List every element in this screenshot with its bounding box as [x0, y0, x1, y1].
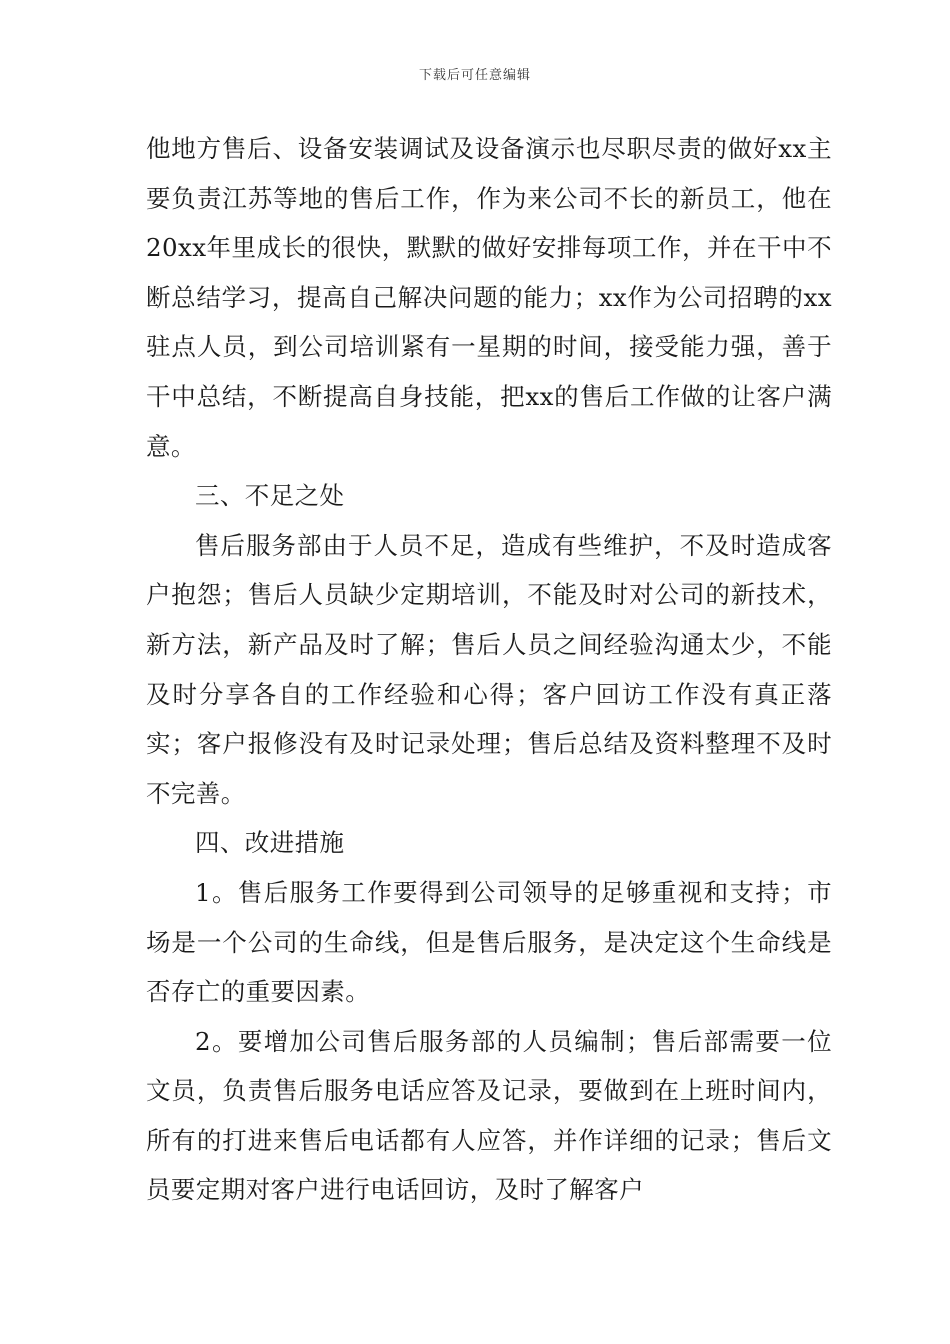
paragraph-improvement-1: 1。售后服务工作要得到公司领导的足够重视和支持；市场是一个公司的生命线，但是售后服务，是决定这个生命线是否存亡的重要因素。 — [146, 877, 832, 1007]
paragraph-shortcomings: 售后服务部由于人员不足，造成有些维护，不及时造成客户抱怨；售后人员缺少定期培训，不能及时对公司的新技术，新方法，新产品及时了解；售后人员之间经验沟通太少，不能及时分享各自的工作经验和心得；客户回访工作没有真正落实；客户报修没有及时记录处理；售后总结及资料整理不及时不完善。 — [146, 530, 832, 808]
paragraph-continuation: 他地方售后、设备安装调试及设备演示也尽职尽责的做好xx主要负责江苏等地的售后工作，作为来公司不长的新员工，他在20xx年里成长的很快，默默的做好安排每项工作，并在干中不断总结学习，提高自己解决问题的能力；xx作为公司招聘的xx驻点人员，到公司培训紧有一星期的时间，接受能力强，善于干中总结，不断提高自身技能，把xx的售后工作做的让客户满意。 — [146, 134, 832, 461]
page-header-note: 下载后可任意编辑 — [418, 68, 531, 83]
paragraph-improvement-2: 2。要增加公司售后服务部的人员编制；售后部需要一位文员，负责售后服务电话应答及记录，要做到在上班时间内，所有的打进来售后电话都有人应答，并作详细的记录；售后文员要定期对客户进行电话回访，及时了解客户 — [146, 1026, 832, 1205]
section-heading-shortcomings: 三、不足之处 — [195, 481, 345, 511]
section-heading-improvements: 四、改进措施 — [195, 828, 345, 858]
document-body — [146, 124, 832, 1215]
